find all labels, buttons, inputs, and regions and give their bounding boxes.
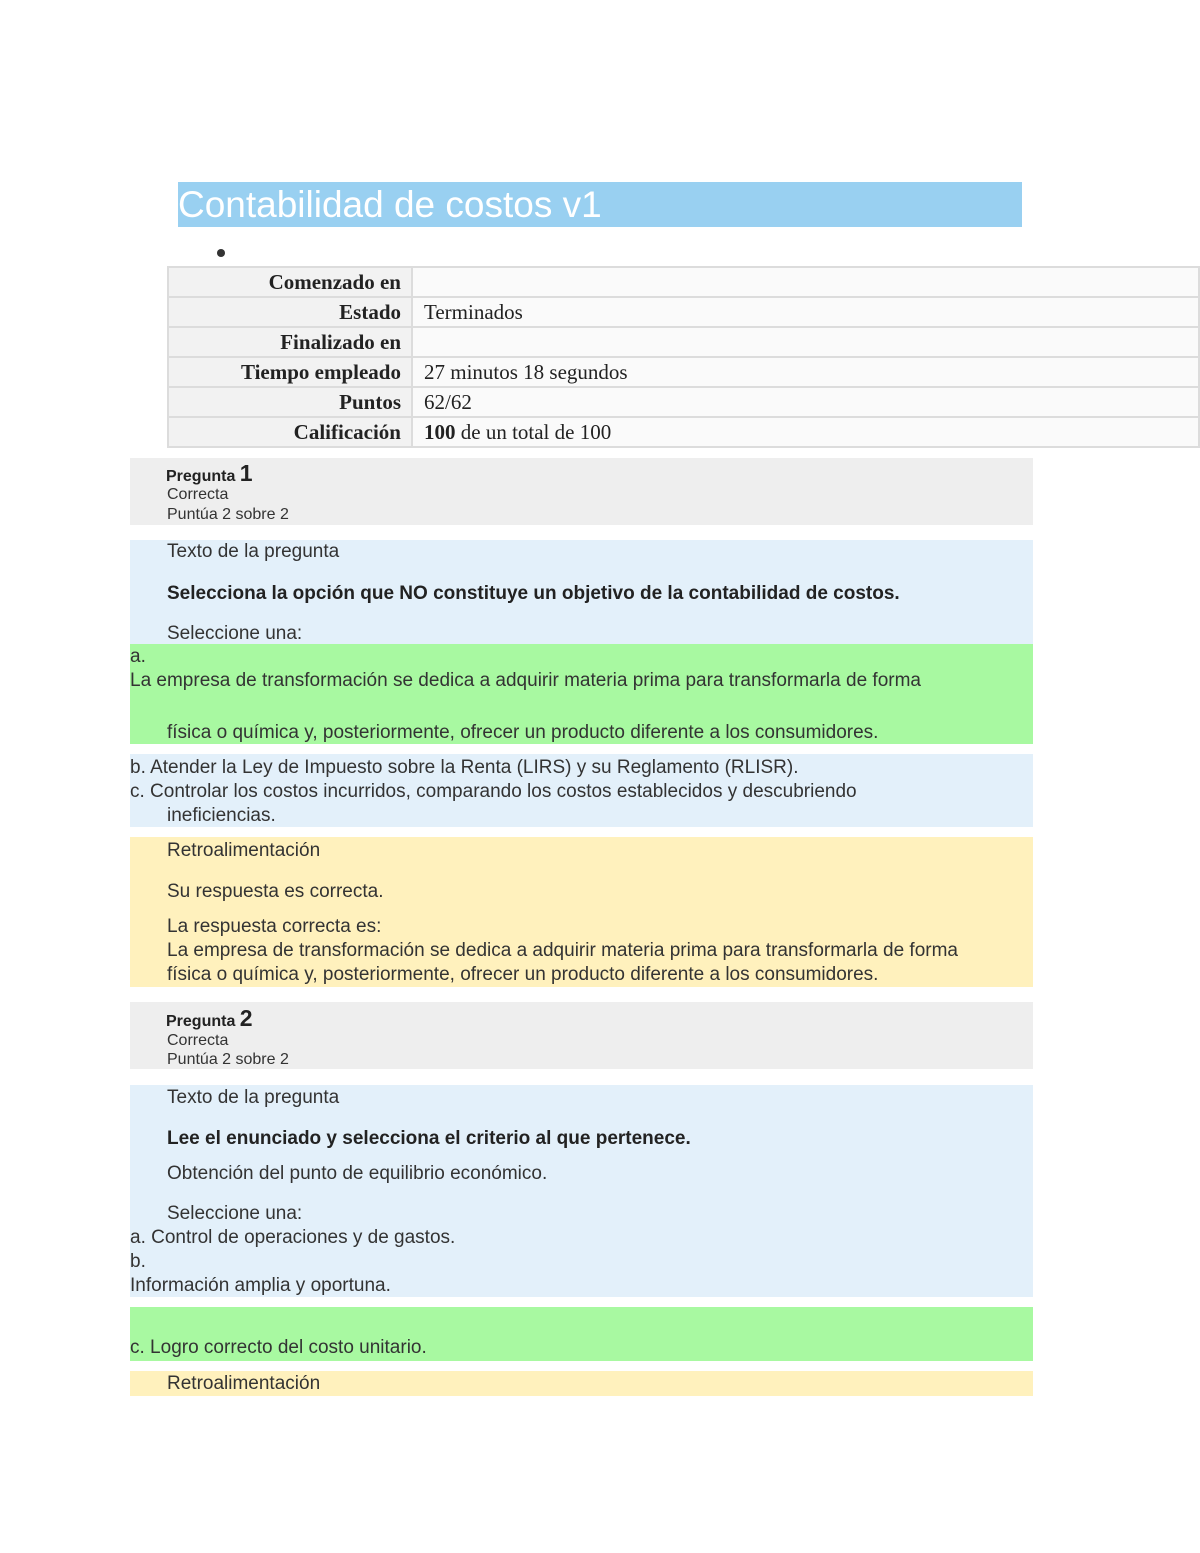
grade-total: de un total de 100: [455, 419, 612, 444]
question-2-option-a[interactable]: a. Control de operaciones y de gastos.: [130, 1227, 456, 1248]
summary-row-started: [168, 267, 1199, 297]
question-2-info: [130, 1002, 1033, 1069]
summary-value: 62/62: [412, 387, 1199, 417]
correct-answer-label: La respuesta correcta es:: [167, 916, 382, 937]
question-2-content: [130, 1085, 1033, 1297]
correct-answer-text: La empresa de transformación se dedica a adquirir materia prima para transformarla de forma: [167, 940, 958, 961]
question-2-score: Puntúa 2 sobre 2: [167, 1051, 289, 1068]
summary-label: Tiempo empleado: [168, 357, 412, 387]
summary-value: [412, 417, 1199, 447]
question-2-feedback: [130, 1371, 1033, 1396]
question-1-option-c[interactable]: c. Controlar los costos incurridos, comparando los costos establecidos y descubriendo: [130, 781, 857, 802]
question-1-prompt: Selecciona la opción que NO constituye un objetivo de la contabilidad de costos.: [167, 583, 900, 604]
option-text: física o química y, posteriormente, ofrecer un producto diferente a los consumidores.: [167, 722, 879, 743]
question-1-score: Puntúa 2 sobre 2: [167, 506, 289, 523]
question-1-info: [130, 458, 1033, 525]
question-label: Pregunta: [166, 1013, 236, 1030]
summary-label: Comenzado en: [168, 267, 412, 297]
question-label: Pregunta: [166, 468, 236, 485]
summary-label: Estado: [168, 297, 412, 327]
summary-row-points: [168, 387, 1199, 417]
summary-label: Puntos: [168, 387, 412, 417]
question-2-title: [166, 1005, 253, 1032]
summary-value: Terminados: [412, 297, 1199, 327]
summary-value: 27 minutos 18 segundos: [412, 357, 1199, 387]
question-2-statement: Obtención del punto de equilibrio económico.: [167, 1163, 548, 1184]
question-1-title: [166, 460, 253, 487]
summary-value: [412, 267, 1199, 297]
summary-value: [412, 327, 1199, 357]
summary-row-time: [168, 357, 1199, 387]
summary-row-finished: [168, 327, 1199, 357]
question-2-status: Correcta: [167, 1032, 229, 1049]
select-one-label: Seleccione una:: [167, 623, 303, 644]
question-1-other-options: [130, 754, 1033, 827]
question-1-status: Correcta: [167, 486, 229, 503]
option-letter: a.: [130, 646, 146, 667]
feedback-result: Su respuesta es correcta.: [167, 881, 384, 902]
summary-row-state: [168, 297, 1199, 327]
question-text-label: Texto de la pregunta: [167, 541, 340, 562]
correct-answer-text: física o química y, posteriormente, ofrecer un producto diferente a los consumidores.: [167, 964, 879, 985]
attempt-summary-table: [167, 266, 1200, 448]
summary-row-grade: [168, 417, 1199, 447]
question-2-prompt: Lee el enunciado y selecciona el criterio al que pertenece.: [167, 1128, 691, 1149]
question-1-content: [130, 540, 1033, 644]
question-number: 1: [239, 460, 253, 486]
feedback-label: Retroalimentación: [167, 840, 321, 861]
question-text-label: Texto de la pregunta: [167, 1087, 340, 1108]
grade-value: 100: [424, 419, 456, 444]
question-2-option-b[interactable]: Información amplia y oportuna.: [130, 1275, 391, 1296]
question-2-option-c[interactable]: [130, 1307, 1033, 1361]
feedback-label: Retroalimentación: [167, 1373, 321, 1394]
option-text: c. Logro correcto del costo unitario.: [130, 1337, 427, 1358]
question-1-feedback: [130, 837, 1033, 987]
option-text: La empresa de transformación se dedica a adquirir materia prima para transformarla de forma: [130, 670, 921, 691]
summary-label: Finalizado en: [168, 327, 412, 357]
option-letter[interactable]: b.: [130, 1251, 146, 1272]
question-number: 2: [239, 1005, 253, 1031]
question-1-option-a[interactable]: [130, 644, 1033, 744]
option-text: ineficiencias.: [167, 805, 276, 826]
summary-label: Calificación: [168, 417, 412, 447]
select-one-label: Seleccione una:: [167, 1203, 303, 1224]
question-1-option-b[interactable]: b. Atender la Ley de Impuesto sobre la Renta (LIRS) y su Reglamento (RLISR).: [130, 757, 799, 778]
page-title: Contabilidad de costos v1: [178, 182, 1022, 227]
bullet-icon: [217, 249, 225, 257]
